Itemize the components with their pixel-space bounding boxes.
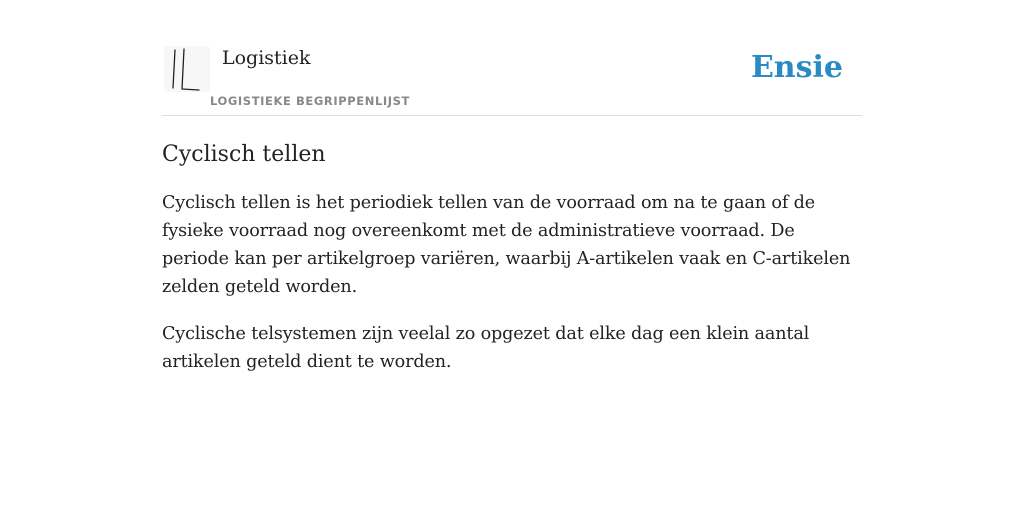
ensie-brand-link[interactable]: Ensie — [750, 50, 843, 85]
handwritten-logo-icon — [164, 46, 210, 92]
site-header — [162, 0, 862, 116]
site-title-link[interactable]: Logistiek — [222, 47, 311, 69]
content-container — [162, 0, 862, 395]
article — [162, 116, 862, 376]
site-subtitle: LOGISTIEKE BEGRIPPENLIJST — [210, 94, 410, 108]
article-title: Cyclisch tellen — [162, 142, 326, 167]
site-logo[interactable] — [164, 46, 210, 92]
article-paragraph: Cyclisch tellen is het periodiek tellen van de voorraad om na te gaan of de fysieke voorraad nog overeenkomt met de administratieve voorraad. De periode kan per artikelgroep variëren, waarbij A-artikelen vaak en C-artikelen zelden geteld worden. — [162, 193, 851, 297]
article-paragraph: Cyclische telsystemen zijn veelal zo opgezet dat elke dag een klein aantal artikelen geteld dient te worden. — [162, 324, 810, 372]
